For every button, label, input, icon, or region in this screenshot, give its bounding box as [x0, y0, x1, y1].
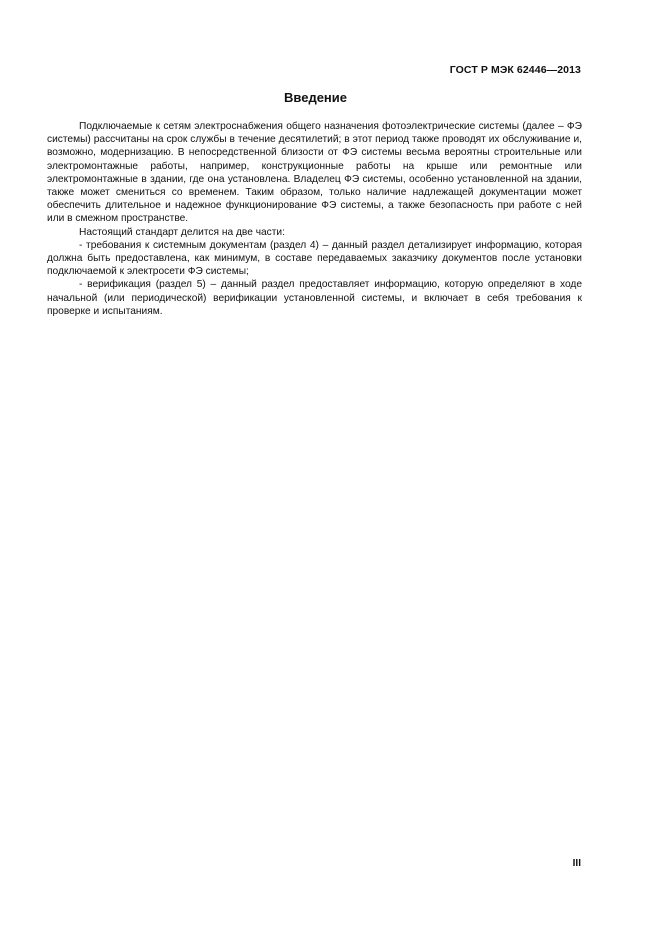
body-text	[47, 120, 582, 318]
paragraph: Настоящий стандарт делится на две части:	[79, 226, 285, 238]
document-code: ГОСТ Р МЭК 62446—2013	[449, 64, 581, 76]
list-item: - требования к системным документам (раздел 4) – данный раздел детализирует информацию, которая должна быть предоставлена, как минимум, в составе передаваемых заказчику документов после установки подключаемой к электросети ФЭ системы;	[47, 239, 582, 278]
page-number: III	[572, 858, 581, 869]
list-item: - верификация (раздел 5) – данный раздел предоставляет информацию, которую определяют в ходе начальной (или периодической) верификации установленной системы, и включает в себя требования к проверке и испытаниям.	[47, 279, 582, 317]
paragraph: Подключаемые к сетям электроснабжения общего назначения фотоэлектрические системы (далее – ФЭ системы) рассчитаны на срок службы в течение десятилетий; в этот период также проводят их обслуживание и, возможно, модернизацию. В непосредственной близости от ФЭ системы весьма вероятны строительные или электромонтажные работы, например, конструкционные работы на крыше или ремонтные или электромонтажные в здании, где она установлена. Владелец ФЭ системы, особенно установленной на здании, также может смениться со временем. Таким образом, только наличие надлежащей документации может обеспечить длительное и надежное функционирование ФЭ системы, а также безопасность при работе с ней или в смежном пространстве.	[47, 121, 582, 225]
section-title: Введение	[284, 90, 347, 105]
